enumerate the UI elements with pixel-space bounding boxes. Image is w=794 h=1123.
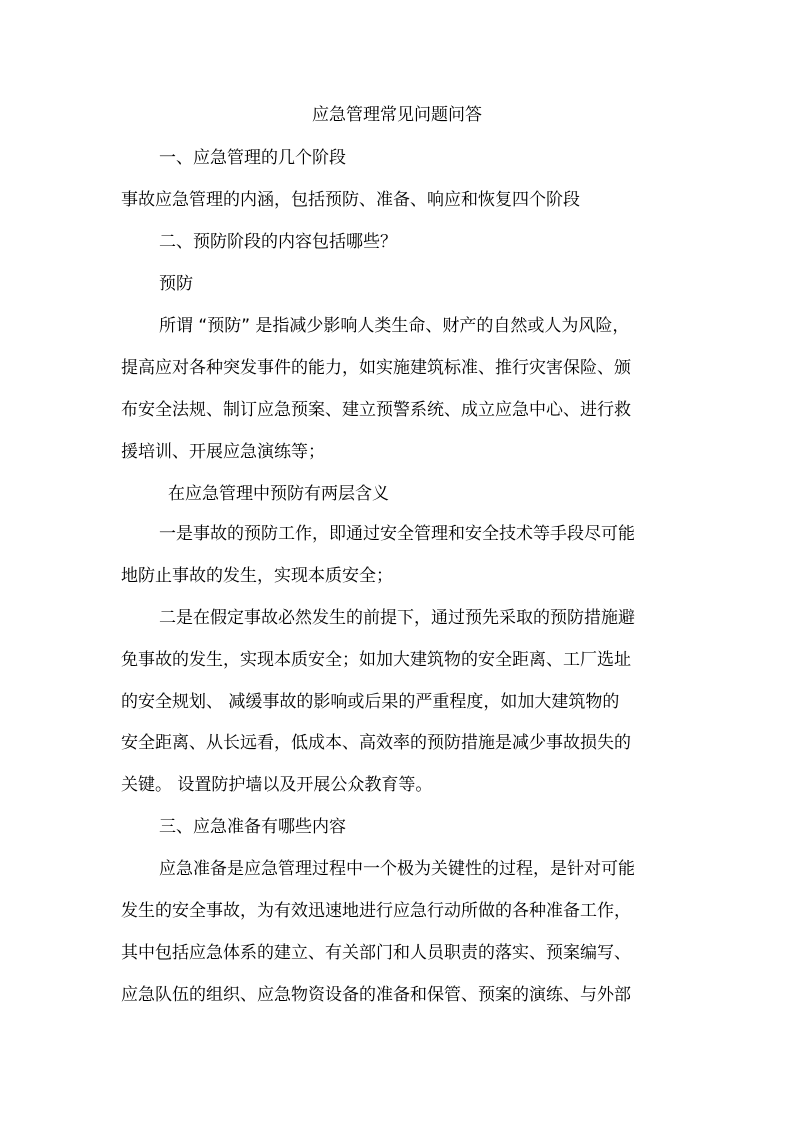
- paragraph-line: 提高应对各种突发事件的能力，如实施建筑标准、推行灾害保险、颁: [121, 358, 631, 378]
- paragraph-line: 应急准备是应急管理过程中一个极为关键性的过程，是针对可能: [159, 859, 635, 879]
- section-heading-2: 二、预防阶段的内容包括哪些？: [159, 232, 397, 252]
- paragraph-line: 布安全法规、制订应急预案、建立预警系统、成立应急中心、进行救: [121, 400, 631, 420]
- document-title: 应急管理常见问题问答: [312, 105, 482, 125]
- paragraph-line: 援培训、开展应急演练等；: [121, 442, 325, 462]
- section-heading-3: 三、应急准备有哪些内容: [159, 817, 346, 837]
- paragraph-line: 安全距离、从长远看，低成本、高效率的预防措施是减少事故损失的: [121, 733, 631, 753]
- paragraph-line: 关键。 设置防护墙以及开展公众教育等。: [121, 775, 433, 795]
- paragraph-line: 的安全规划、 减缓事故的影响或后果的严重程度，如加大建筑物的: [121, 692, 620, 712]
- subheading: 在应急管理中预防有两层含义: [168, 484, 389, 504]
- paragraph-line: 二是在假定事故必然发生的前提下，通过预先采取的预防措施避: [159, 608, 635, 628]
- paragraph-line: 地防止事故的发生，实现本质安全；: [121, 566, 393, 586]
- section-heading-1: 一、应急管理的几个阶段: [159, 148, 346, 168]
- paragraph-line: 免事故的发生，实现本质安全；如加大建筑物的安全距离、工厂选址: [121, 650, 631, 670]
- paragraph-line: 应急队伍的组织、应急物资设备的准备和保管、预案的演练、与外部: [121, 985, 631, 1005]
- paragraph-line: 其中包括应急体系的建立、有关部门和人员职责的落实、预案编写、: [121, 943, 631, 963]
- paragraph-line: 所谓 “预防” 是指减少影响人类生命、财产的自然或人为风险，: [159, 316, 630, 336]
- paragraph-line: 事故应急管理的内涵，包括预防、准备、响应和恢复四个阶段: [121, 190, 580, 210]
- paragraph-line: 一是事故的预防工作，即通过安全管理和安全技术等手段尽可能: [159, 524, 635, 544]
- subheading: 预防: [159, 274, 193, 294]
- paragraph-line: 发生的安全事故，为有效迅速地进行应急行动所做的各种准备工作，: [121, 901, 631, 921]
